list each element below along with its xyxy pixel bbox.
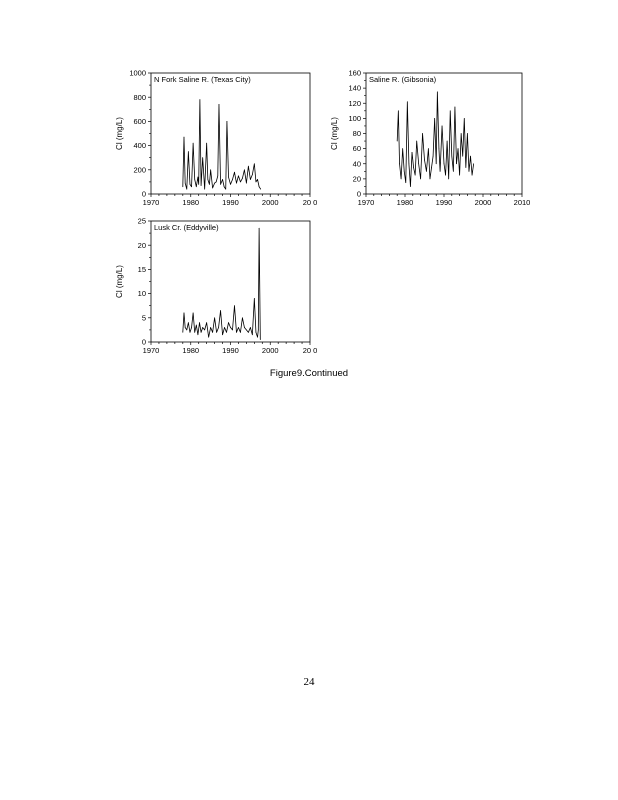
y-tick-label: 25 xyxy=(137,216,146,226)
data-point xyxy=(248,332,249,333)
y-tick-label: 5 xyxy=(141,313,146,323)
y-tick-label: 0 xyxy=(141,189,146,199)
y-tick-label: 40 xyxy=(352,159,361,169)
y-tick-label: 15 xyxy=(137,265,146,274)
y-tick-label: 0 xyxy=(141,337,146,347)
x-tick-label: 2000 xyxy=(261,198,279,207)
panel-title: Saline R. (Gibsonia) xyxy=(369,75,437,84)
data-point xyxy=(210,327,211,328)
y-tick-label: 600 xyxy=(133,117,146,126)
y-tick-label: 20 xyxy=(137,240,146,250)
figure-caption: Figure9.Continued xyxy=(269,368,349,379)
x-tick-label: 1980 xyxy=(396,198,414,207)
data-point xyxy=(254,298,255,299)
data-point xyxy=(202,327,203,328)
y-tick-label: 0 xyxy=(356,189,361,199)
x-tick-label: 20 0 xyxy=(302,198,318,207)
data-point xyxy=(194,332,195,333)
data-point xyxy=(234,305,235,306)
x-tick-label: 1980 xyxy=(182,346,200,355)
x-tick-label: 2000 xyxy=(261,346,279,355)
data-point xyxy=(250,327,251,328)
data-point xyxy=(257,337,258,338)
data-point xyxy=(185,327,186,328)
data-point xyxy=(222,334,223,335)
data-point xyxy=(246,330,247,331)
data-point xyxy=(258,330,259,331)
data-point xyxy=(216,332,217,333)
series-line xyxy=(183,228,261,339)
data-point xyxy=(244,327,245,328)
x-tick-label: 2000 xyxy=(474,198,492,207)
y-tick-label: 200 xyxy=(133,165,146,175)
x-tick-label: 20 0 xyxy=(302,346,318,355)
data-point xyxy=(204,330,205,331)
y-axis-label: Cl (mg/L) xyxy=(115,265,124,298)
data-point xyxy=(228,322,229,323)
data-point xyxy=(199,322,200,323)
x-tick-label: 1970 xyxy=(142,346,160,355)
y-tick-label: 100 xyxy=(348,113,361,123)
y-tick-label: 20 xyxy=(352,174,361,184)
x-tick-label: 1990 xyxy=(222,198,239,207)
y-tick-label: 160 xyxy=(348,68,361,78)
data-point xyxy=(260,339,261,340)
y-tick-label: 400 xyxy=(133,141,146,151)
y-tick-label: 800 xyxy=(133,92,146,102)
data-point xyxy=(252,334,253,335)
data-point xyxy=(190,332,191,333)
y-tick-label: 80 xyxy=(352,129,361,139)
data-point xyxy=(212,332,213,333)
data-point xyxy=(230,327,231,328)
data-point xyxy=(193,313,194,314)
data-point xyxy=(242,317,243,318)
data-point xyxy=(238,327,239,328)
data-point xyxy=(232,330,233,331)
y-axis-label: Cl (mg/L) xyxy=(115,117,124,150)
data-point xyxy=(208,337,209,338)
data-point xyxy=(188,322,189,323)
data-point xyxy=(226,332,227,333)
x-tick-label: 1980 xyxy=(182,198,200,207)
y-tick-label: 10 xyxy=(137,289,146,299)
data-point xyxy=(196,325,197,326)
data-point xyxy=(224,327,225,328)
plot-frame xyxy=(151,221,310,342)
x-tick-label: 1990 xyxy=(222,346,239,355)
data-point xyxy=(236,332,237,333)
data-point xyxy=(240,332,241,333)
x-tick-label: 1970 xyxy=(357,198,375,207)
data-point xyxy=(214,317,215,318)
panel-title: Lusk Cr. (Eddyville) xyxy=(154,223,219,232)
data-point xyxy=(186,330,187,331)
y-axis-label: Cl (mg/L) xyxy=(330,117,339,150)
y-tick-label: 1000 xyxy=(129,68,146,78)
data-point xyxy=(191,327,192,328)
data-point xyxy=(201,332,202,333)
data-point xyxy=(206,322,207,323)
x-tick-label: 2010 xyxy=(513,198,531,207)
panel-title: N Fork Saline R. (Texas City) xyxy=(154,75,251,84)
y-tick-label: 140 xyxy=(348,83,361,93)
data-point xyxy=(220,310,221,311)
data-point xyxy=(184,313,185,314)
x-tick-label: 1970 xyxy=(142,198,160,207)
data-point xyxy=(198,334,199,335)
y-tick-label: 60 xyxy=(352,144,361,154)
y-tick-label: 120 xyxy=(348,98,361,108)
page-number: 24 xyxy=(303,676,315,688)
data-point xyxy=(259,228,260,229)
data-point xyxy=(256,332,257,333)
x-tick-label: 1990 xyxy=(435,198,453,207)
data-point xyxy=(218,327,219,328)
data-point xyxy=(182,332,183,333)
